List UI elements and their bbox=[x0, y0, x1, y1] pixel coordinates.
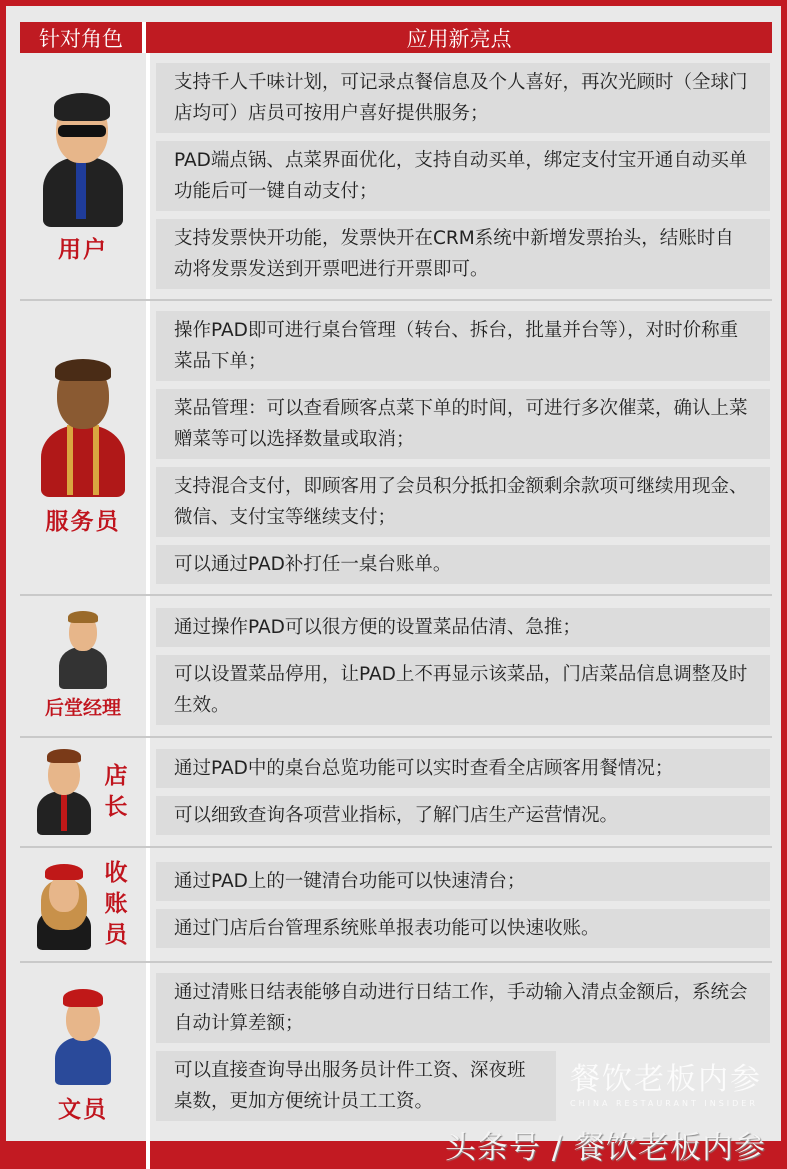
last-item-line bbox=[156, 1051, 770, 1121]
roles-table bbox=[20, 22, 772, 1169]
row-store-manager bbox=[20, 738, 772, 848]
feature-item: 通过门店后台管理系统账单报表功能可以快速收账。 bbox=[156, 909, 770, 948]
feature-item: 支持混合支付，即顾客用了会员积分抵扣金额剩余款项可继续用现金、微信、支付宝等继续支付； bbox=[156, 467, 770, 537]
feature-item: 可以通过PAD补打任一桌台账单。 bbox=[156, 545, 770, 584]
feature-item: 通过PAD上的一键清台功能可以快速清台； bbox=[156, 862, 770, 901]
role-cell bbox=[20, 596, 150, 736]
role-cell bbox=[20, 301, 150, 594]
clerk-avatar-icon bbox=[51, 987, 115, 1087]
watermark-credit: 头条号 / 餐饮老板内参 bbox=[444, 1130, 766, 1166]
feature-cell bbox=[150, 963, 772, 1169]
feature-cell bbox=[150, 738, 772, 846]
feature-cell bbox=[150, 848, 772, 961]
role-label-waiter: 服务员 bbox=[45, 508, 121, 535]
row-user bbox=[20, 53, 772, 301]
row-kitchen-manager bbox=[20, 596, 772, 738]
feature-cell bbox=[150, 53, 772, 299]
header-features: 应用新亮点 bbox=[146, 22, 772, 53]
feature-item: 操作PAD即可进行桌台管理（转台、拆台，批量并台等），对时价称重菜品下单； bbox=[156, 311, 770, 381]
feature-item: 支持发票快开功能，发票快开在CRM系统中新增发票抬头，结账时自动将发票发送到开票吧进行开票即可。 bbox=[156, 219, 770, 289]
watermark-logo-sub: CHINA RESTAURANT INSIDER bbox=[570, 1099, 758, 1108]
role-cell bbox=[20, 848, 150, 961]
kitchen-manager-avatar-icon bbox=[57, 609, 109, 689]
feature-item: 通过清账日结表能够自动进行日结工作，手动输入清点金额后，系统会自动计算差额； bbox=[156, 973, 770, 1043]
feature-cell bbox=[150, 301, 772, 594]
role-label-user: 用户 bbox=[58, 237, 108, 263]
feature-item: 可以设置菜品停用，让PAD上不再显示该菜品，门店菜品信息调整及时生效。 bbox=[156, 655, 770, 725]
waiter-avatar-icon bbox=[37, 359, 129, 499]
feature-item: PAD端点锅、点菜界面优化，支持自动买单，绑定支付宝开通自动买单功能后可一键自动支付； bbox=[156, 141, 770, 211]
feature-item: 菜品管理：可以查看顾客点菜下单的时间，可进行多次催菜，确认上菜赠菜等可以选择数量或取消； bbox=[156, 389, 770, 459]
row-clerk bbox=[20, 963, 772, 1169]
role-cell bbox=[20, 53, 150, 299]
role-label-store-manager: 店长 bbox=[104, 763, 130, 820]
header-role: 针对角色 bbox=[20, 22, 146, 53]
feature-item: 通过PAD中的桌台总览功能可以实时查看全店顾客用餐情况； bbox=[156, 749, 770, 788]
watermark-logo-block bbox=[570, 1062, 762, 1110]
header-row bbox=[20, 22, 772, 53]
store-manager-avatar-icon bbox=[35, 747, 93, 837]
feature-item: 可以直接查询导出服务员计件工资、深夜班桌数，更加方便统计员工工资。 bbox=[156, 1051, 556, 1121]
cashier-avatar-icon bbox=[35, 860, 93, 950]
row-cashier bbox=[20, 848, 772, 963]
role-cell bbox=[20, 963, 150, 1169]
role-label-kitchen-manager: 后堂经理 bbox=[44, 697, 121, 719]
feature-item: 支持千人千味计划，可记录点餐信息及个人喜好，再次光顾时（全球门店均可）店员可按用户喜好提供服务； bbox=[156, 63, 770, 133]
role-label-cashier: 收账员 bbox=[104, 860, 130, 948]
feature-item: 通过操作PAD可以很方便的设置菜品估清、急推； bbox=[156, 608, 770, 647]
watermark-logo: 餐饮老板内参 bbox=[570, 1062, 762, 1097]
user-avatar-icon bbox=[38, 87, 128, 227]
feature-item: 可以细致查询各项营业指标，了解门店生产运营情况。 bbox=[156, 796, 770, 835]
feature-cell bbox=[150, 596, 772, 736]
role-cell bbox=[20, 738, 150, 846]
row-waiter bbox=[20, 301, 772, 596]
role-label-clerk: 文员 bbox=[58, 1097, 108, 1123]
